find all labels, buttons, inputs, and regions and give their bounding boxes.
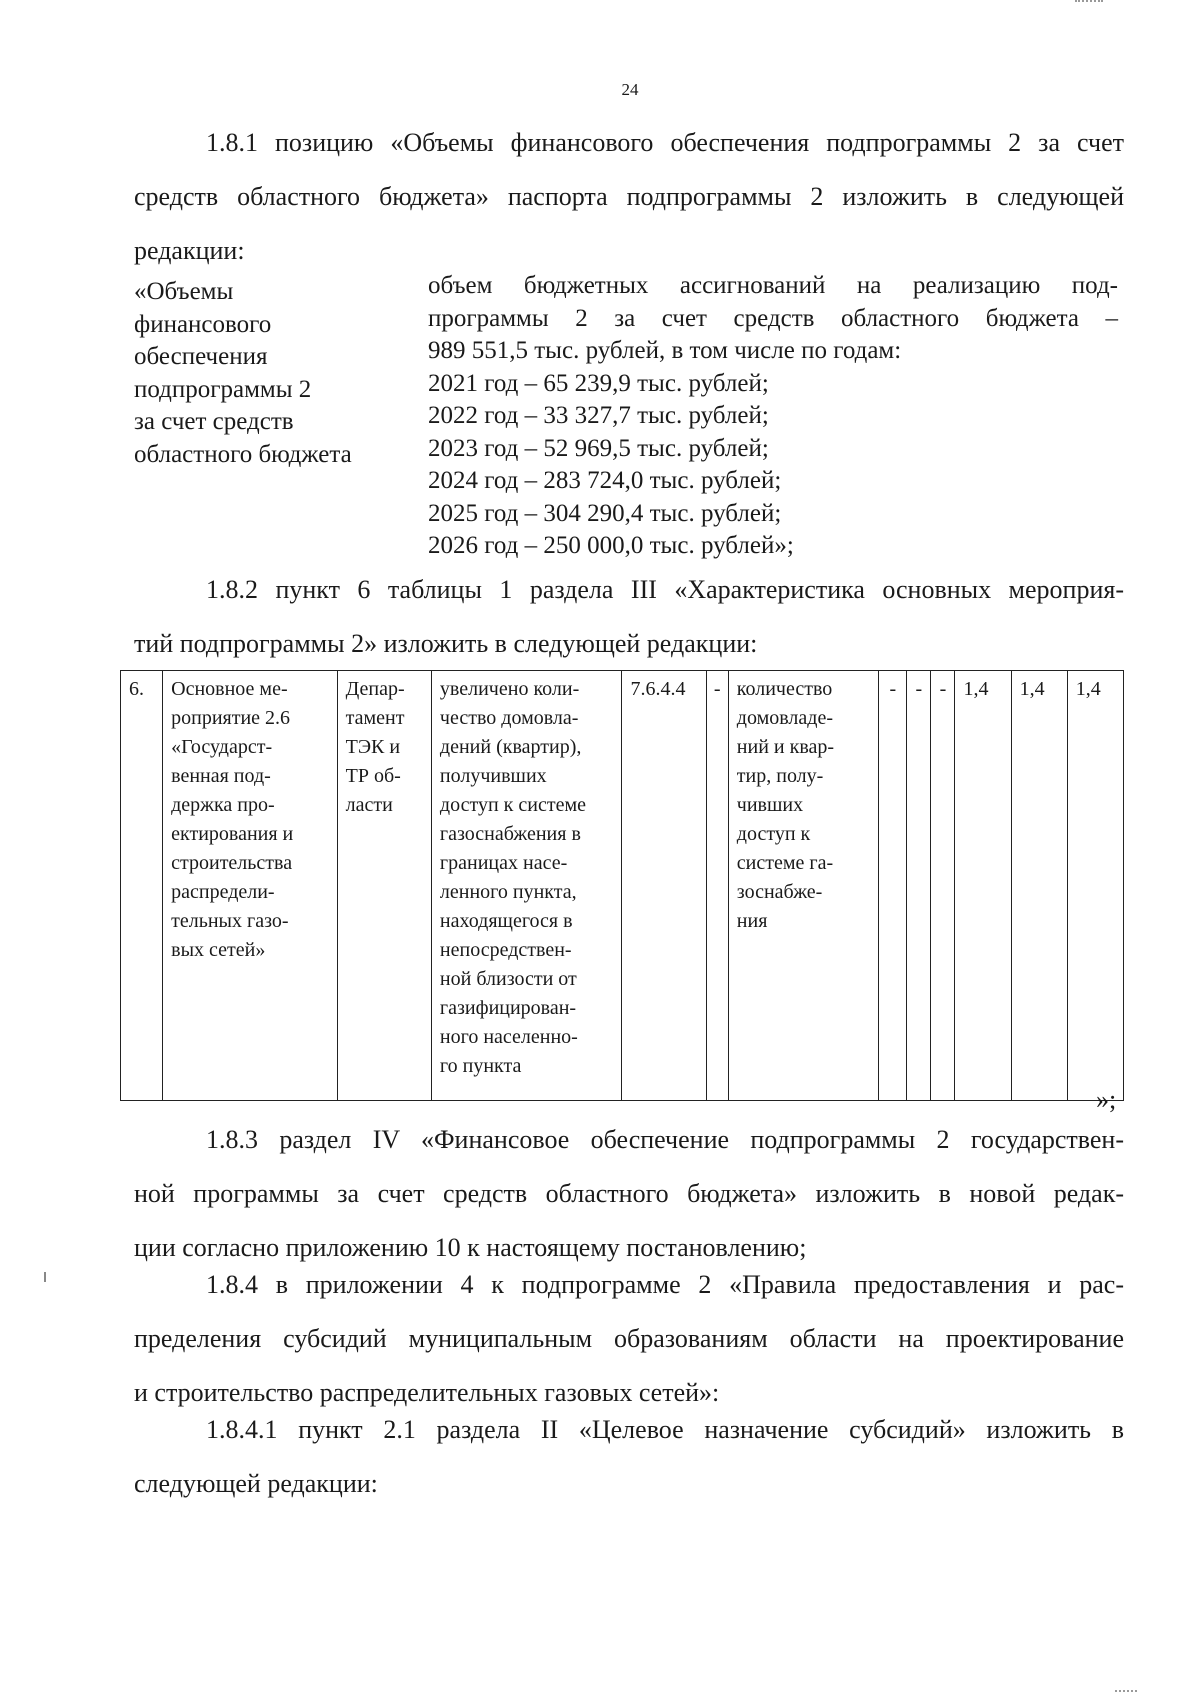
- paragraph-1-8-2: [134, 563, 1124, 671]
- paragraph-1-8-3: [134, 1113, 1124, 1275]
- cell-line: доступ к системе: [439, 794, 586, 816]
- passport-label-line: подпрограммы 2: [134, 375, 312, 403]
- text-line: ции согласно приложению 10 к настоящему постановлению;: [134, 1233, 807, 1262]
- passport-value-line: 989 551,5 тыс. рублей, в том числе по годам:: [428, 337, 902, 364]
- scan-artifact: [1115, 1690, 1137, 1695]
- text-line: и строительство распределительных газовых сетей»:: [134, 1378, 720, 1407]
- cell-line: Основное ме-: [171, 678, 288, 700]
- cell-line: дений (квартир),: [439, 736, 582, 758]
- cell-line: доступ к: [736, 823, 811, 845]
- passport-label-line: обеспечения: [134, 343, 268, 370]
- cell-line: количество: [736, 678, 833, 700]
- passport-value-line: программы 2 за счет средств областного бюджета –: [428, 304, 1118, 332]
- cell-line: увеличено коли-: [439, 678, 580, 700]
- cell-line: тамент: [345, 707, 405, 729]
- cell-line: чество домовла-: [439, 707, 579, 729]
- cell-line: ного населенно-: [439, 1026, 578, 1048]
- cell-line: тир, полу-: [736, 765, 824, 787]
- cell-dash: -: [706, 671, 728, 1101]
- passport-label: [134, 276, 404, 471]
- cell-dash: -: [879, 671, 907, 1101]
- text-line: 1.8.1 позицию «Объемы финансового обеспечения подпрограммы 2 за счет: [206, 128, 1124, 157]
- cell-executor: [337, 671, 431, 1101]
- text-line: 1.8.2 пункт 6 таблицы 1 раздела III «Характеристика основных мероприя-: [206, 575, 1124, 604]
- cell-line: Депар-: [345, 678, 405, 700]
- text-line: 1.8.3 раздел IV «Финансовое обеспечение подпрограммы 2 государствен-: [206, 1125, 1124, 1154]
- measures-table: [120, 670, 1124, 1101]
- cell-line: держка про-: [171, 794, 275, 816]
- cell-line: вых сетей»: [171, 939, 266, 961]
- cell-code: 7.6.4.4: [622, 671, 706, 1101]
- passport-value-line: 2025 год – 304 290,4 тыс. рублей;: [428, 499, 782, 527]
- passport-value-line: 2024 год – 283 724,0 тыс. рублей;: [428, 467, 782, 494]
- passport-label-line: финансового: [134, 310, 272, 338]
- paragraph-1-8-1: [134, 116, 1124, 278]
- passport-value-line: 2023 год – 52 969,5 тыс. рублей;: [428, 434, 769, 462]
- cell-line: венная под-: [171, 765, 271, 787]
- text-line: ной программы за счет средств областного бюджета» изложить в новой редак-: [134, 1179, 1124, 1208]
- cell-line: тельных газо-: [171, 910, 289, 932]
- cell-line: ектирования и: [171, 823, 294, 845]
- cell-line: чивших: [736, 794, 804, 816]
- text-line: следующей редакции:: [134, 1469, 378, 1498]
- cell-line: ной близости от: [439, 968, 577, 990]
- passport-value-line: объем бюджетных ассигнований на реализацию под-: [428, 272, 1118, 299]
- cell-line: ТР об-: [345, 765, 401, 787]
- scan-artifact: [1075, 0, 1103, 4]
- cell-line: ТЭК и: [345, 736, 401, 758]
- text-line: тий подпрограммы 2» изложить в следующей редакции:: [134, 629, 758, 658]
- cell-line: границах насе-: [439, 852, 568, 874]
- cell-line: ленного пункта,: [439, 881, 577, 903]
- text-line: редакции:: [134, 236, 245, 265]
- cell-line: домовладе-: [736, 707, 833, 729]
- cell-line: получивших: [439, 765, 547, 787]
- cell-line: находящегося в: [439, 910, 573, 932]
- cell-dash: -: [907, 671, 931, 1101]
- passport-label-line: «Объемы: [134, 278, 234, 305]
- cell-dash: -: [931, 671, 955, 1101]
- cell-line: зоснабже-: [736, 881, 823, 903]
- cell-line: газифицирован-: [439, 997, 577, 1019]
- text-line: 1.8.4 в приложении 4 к подпрограмме 2 «Правила предоставления и рас-: [206, 1270, 1124, 1299]
- paragraph-1-8-4-1: [134, 1403, 1124, 1511]
- cell-value-2024: 1,4: [955, 671, 1011, 1101]
- passport-value-line: 2022 год – 33 327,7 тыс. рублей;: [428, 402, 769, 429]
- cell-line: ния: [736, 910, 768, 932]
- scan-artifact: [44, 1272, 46, 1282]
- cell-indicator: [728, 671, 878, 1101]
- cell-line: ний и квар-: [736, 736, 835, 758]
- cell-line: «Государст-: [171, 736, 273, 758]
- table-row: [121, 671, 1124, 1101]
- cell-line: ласти: [345, 794, 393, 816]
- text-line: пределения субсидий муниципальным образованиям области на проектирование: [134, 1324, 1124, 1353]
- page-number: 24: [621, 80, 639, 99]
- text-line: 1.8.4.1 пункт 2.1 раздела II «Целевое назначение субсидий» изложить в: [206, 1415, 1124, 1444]
- cell-line: распредели-: [171, 881, 275, 903]
- closing-quote: »;: [1096, 1085, 1117, 1114]
- paragraph-1-8-4: [134, 1258, 1124, 1420]
- cell-line: системе га-: [736, 852, 834, 874]
- cell-line: роприятие 2.6: [171, 707, 291, 729]
- passport-label-line: областного бюджета: [134, 440, 352, 468]
- cell-line: го пункта: [439, 1055, 522, 1077]
- passport-value-line: 2021 год – 65 239,9 тыс. рублей;: [428, 369, 769, 397]
- cell-line: газоснабжения в: [439, 823, 581, 845]
- cell-result: [431, 671, 622, 1101]
- cell-event: [163, 671, 338, 1101]
- cell-value-2025: 1,4: [1011, 671, 1067, 1101]
- cell-number: 6.: [121, 671, 163, 1101]
- cell-line: строительства: [171, 852, 293, 874]
- text-line: средств областного бюджета» паспорта подпрограммы 2 изложить в следующей: [134, 182, 1124, 211]
- passport-label-line: за счет средств: [134, 408, 294, 435]
- passport-value-line: 2026 год – 250 000,0 тыс. рублей»;: [428, 532, 794, 559]
- cell-value-2026: 1,4: [1067, 671, 1123, 1101]
- cell-line: непосредствен-: [439, 939, 572, 961]
- passport-value: [428, 270, 1118, 563]
